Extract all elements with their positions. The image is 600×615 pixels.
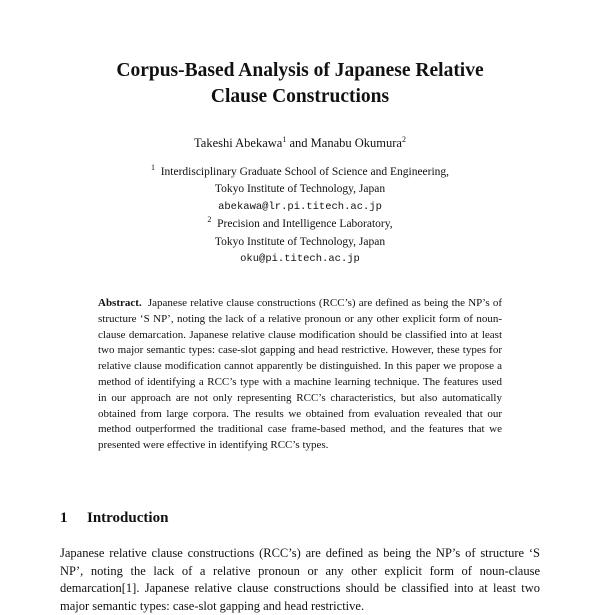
author-affiliation-mark: 1 [282, 134, 287, 144]
body-paragraph: Japanese relative clause constructions (RCC’s) are defined as being the NP’s of structure ‘S NP’, noting the lack of a relative pronoun or any other explicit form of noun-clause demarcation[1]. Japanese relative clause constructions should be classified into at least two major semantic types: case-slot gapping and head restrictive. [60, 546, 540, 613]
abstract-text: Japanese relative clause constructions (RCC’s) are defined as being the NP’s of structure ‘S NP’, noting the lack of a relative pronoun or any other explicit form of noun-clause demarcation. Japanese relative clause modification should be classified into at least two major semantic types: case-slot gapping and head restrictive. However, these types for relative clause modification cannot apparently be distinguished. In this paper we propose a method of identifying a RCC’s type with a machine learning technique. The features used in our approach are not only representing RCC’s characteristics, but also automatically obtained from large corpora. The results we obtained from evaluation revealed that our method outperformed the traditional case frame-based method, and the features that we presented were effective in identifying RCC’s types. [98, 297, 502, 452]
affiliation-email: oku@pi.titech.ac.jp [240, 253, 360, 266]
affiliation-email: abekawa@lr.pi.titech.ac.jp [218, 200, 382, 213]
affiliation-institution: Tokyo Institute of Technology, Japan [214, 183, 386, 196]
section-title: Introduction [87, 510, 169, 526]
abstract [98, 296, 502, 454]
affiliation-org-line [60, 216, 540, 233]
author-list [60, 136, 540, 151]
affiliation-org: Interdisciplinary Graduate School of Science and Engineering, [160, 166, 450, 178]
abstract-label: Abstract. [98, 297, 142, 309]
author-name: Manabu Okumura [310, 136, 402, 150]
affiliation-institution: Tokyo Institute of Technology, Japan [214, 235, 386, 248]
title-line-1: Corpus-Based Analysis of Japanese Relative [116, 60, 484, 81]
paper-title [60, 58, 540, 110]
affiliation-list [60, 164, 540, 268]
affiliation-mark: 1 [150, 163, 155, 173]
author-name: Takeshi Abekawa [194, 136, 283, 150]
author-conjunction: and [289, 136, 308, 150]
section-number: 1 [60, 510, 68, 526]
affiliation-org-line [60, 164, 540, 181]
author-affiliation-mark: 2 [401, 134, 406, 144]
affiliation-mark: 2 [207, 215, 212, 225]
section-heading [60, 510, 168, 527]
affiliation-org: Precision and Intelligence Laboratory, [217, 218, 393, 231]
title-line-2: Clause Constructions [210, 86, 390, 107]
